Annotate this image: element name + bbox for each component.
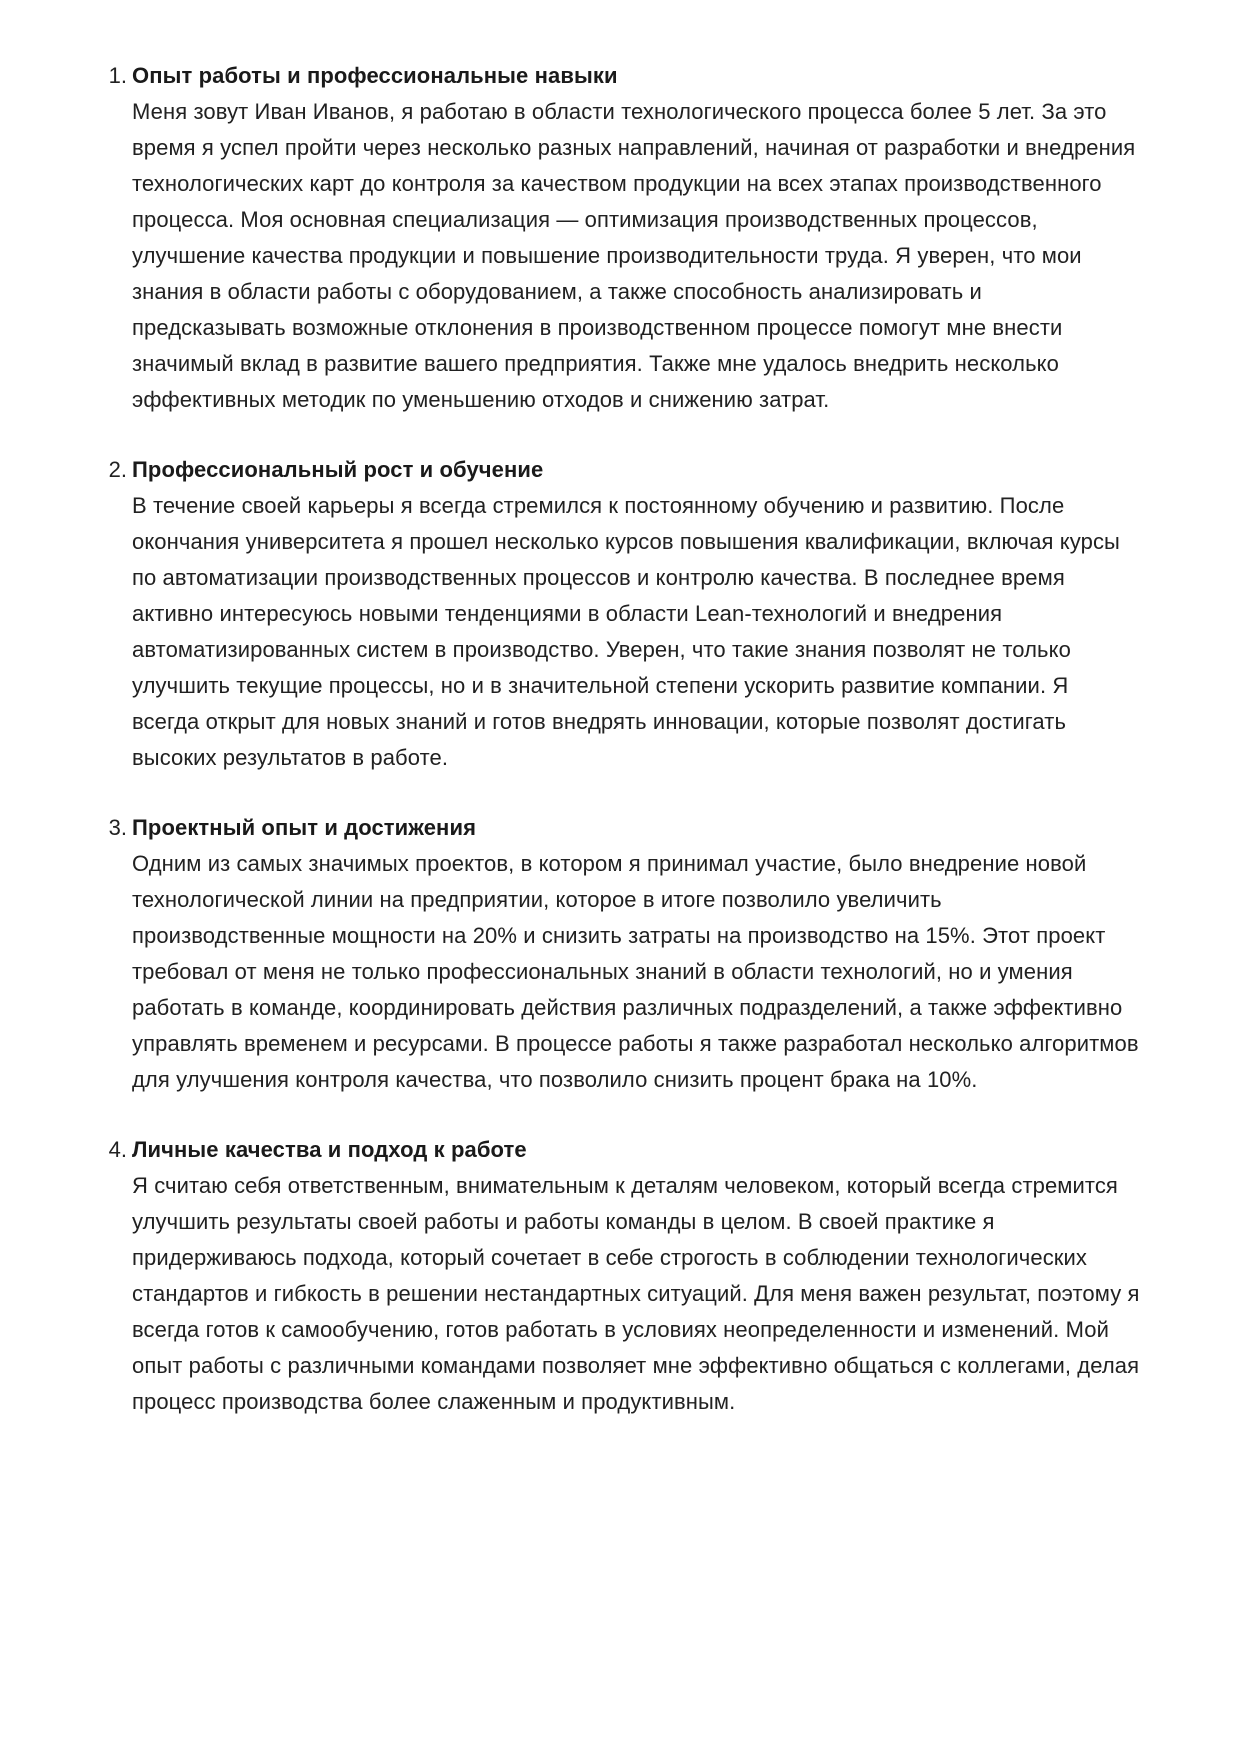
list-item-personal — [105, 1132, 1140, 1420]
section-title: Личные качества и подход к работе — [132, 1137, 527, 1162]
section-paragraph: Я считаю себя ответственным, внимательным к деталям человеком, который всегда стремится улучшить результаты своей работы и работы команды в целом. В своей практике я придерживаюсь подхода, который сочетает в себе строгость в соблюдении технологических стандартов и гибкость в решении нестандартных ситуаций. Для меня важен результат, поэтому я всегда готов к самообучению, готов работать в условиях неопределенности и изменений. Мой опыт работы с различными командами позволяет мне эффективно общаться с коллегами, делая процесс производства более слаженным и продуктивным. — [132, 1173, 1140, 1414]
item-body — [132, 810, 1140, 1098]
item-number: 2. — [108, 457, 127, 482]
list-item-growth — [105, 452, 1140, 776]
item-body — [132, 58, 1140, 418]
section-title: Проектный опыт и достижения — [132, 815, 477, 840]
list-item-experience — [105, 58, 1140, 418]
item-body — [132, 452, 1140, 776]
item-number: 1. — [108, 63, 127, 88]
section-title: Опыт работы и профессиональные навыки — [132, 63, 618, 88]
section-paragraph: В течение своей карьеры я всегда стремился к постоянному обучению и развитию. После окончания университета я прошел несколько курсов повышения квалификации, включая курсы по автоматизации производственных процессов и контролю качества. В последнее время активно интересуюсь новыми тенденциями в области Lean-технологий и внедрения автоматизированных систем в производство. Уверен, что такие знания позволят не только улучшить текущие процессы, но и в значительной степени ускорить развитие компании. Я всегда открыт для новых знаний и готов внедрять инновации, которые позволят достигать высоких результатов в работе. — [132, 493, 1120, 770]
section-title: Профессиональный рост и обучение — [132, 457, 544, 482]
list-item-projects — [105, 810, 1140, 1098]
section-paragraph: Меня зовут Иван Иванов, я работаю в области технологического процесса более 5 лет. За это время я успел пройти через несколько разных направлений, начиная от разработки и внедрения технологических карт до контроля за качеством продукции на всех этапах производственного процесса. Моя основная специализация — оптимизация производственных процессов, улучшение качества продукции и повышение производительности труда. Я уверен, что мои знания в области работы с оборудованием, а также способность анализировать и предсказывать возможные отклонения в производственном процессе помогут мне внести значимый вклад в развитие вашего предприятия. Также мне удалось внедрить несколько эффективных методик по уменьшению отходов и снижению затрат. — [132, 99, 1136, 412]
item-body — [132, 1132, 1140, 1420]
item-number: 4. — [108, 1137, 127, 1162]
item-number: 3. — [108, 815, 127, 840]
numbered-list — [105, 58, 1140, 1420]
section-paragraph: Одним из самых значимых проектов, в котором я принимал участие, было внедрение новой технологической линии на предприятии, которое в итоге позволило увеличить производственные мощности на 20% и снизить затраты на производство на 15%. Этот проект требовал от меня не только профессиональных знаний в области технологий, но и умения работать в команде, координировать действия различных подразделений, а также эффективно управлять временем и ресурсами. В процессе работы я также разработал несколько алгоритмов для улучшения контроля качества, что позволило снизить процент брака на 10%. — [132, 851, 1139, 1092]
